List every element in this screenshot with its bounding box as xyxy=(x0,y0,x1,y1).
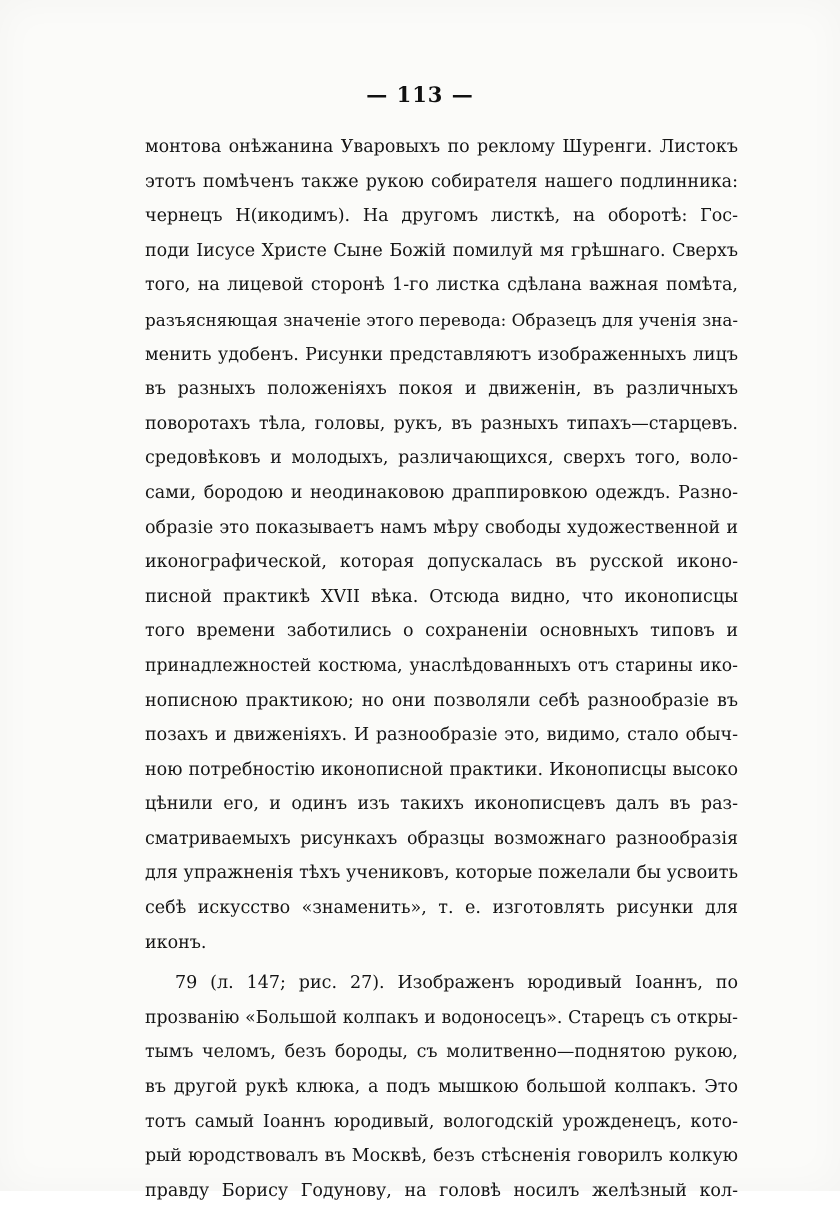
text-line: рый юродствовалъ въ Москвѣ, безъ стѣсненія говорилъ колкую xyxy=(145,1146,738,1167)
text-line: принадлежностей костюма, унаслѣдованныхъ отъ старины ико- xyxy=(145,655,738,676)
text-line: тотъ самый Іоаннъ юродивый, вологодскій урожденецъ, кото- xyxy=(145,1111,738,1132)
text-line: ною потребностію иконописной практики. Иконописцы высоко xyxy=(145,759,738,780)
text-line: разъясняющая значеніе этого перевода: Образецъ для ученія зна- xyxy=(145,309,738,330)
text-line: образіе это показываетъ намъ мѣру свободы художественной и xyxy=(145,517,738,538)
text-line: позахъ и движеніяхъ. И разнообразіе это, видимо, стало обыч- xyxy=(145,725,738,746)
text-line: для упражненія тѣхъ учениковъ, которые пожелали бы усвоить xyxy=(145,863,738,884)
text-line: въ разныхъ положеніяхъ покоя и движенін, въ различныхъ xyxy=(145,379,738,400)
text-line: иконографической, которая допускалась въ русской иконо- xyxy=(145,552,738,573)
text-line: иконъ. xyxy=(145,932,207,953)
text-line: менить удобенъ. Рисунки представляютъ изображенныхъ лицъ xyxy=(145,344,738,365)
text-line: въ другой рукѣ клюка, а подъ мышкою большой колпакъ. Это xyxy=(145,1077,738,1098)
text-line: того, на лицевой сторонѣ 1-го листка сдѣлана важная помѣта, xyxy=(145,275,738,296)
text-line: правду Борису Годунову, на головѣ носилъ желѣзный кол- xyxy=(145,1180,738,1201)
paragraph-2 xyxy=(145,966,738,1208)
text-line: сами, бородою и неодинаковою драппировкою одеждъ. Разно- xyxy=(145,482,738,503)
text-line: писной практикѣ XVII вѣка. Отсюда видно, что иконописцы xyxy=(145,586,738,607)
text-line: тымъ челомъ, безъ бороды, съ молитвенно—поднятою рукою, xyxy=(145,1042,738,1063)
text-line: себѣ искусство «знаменить», т. е. изготовлять рисунки для xyxy=(145,898,738,919)
text-line: сматриваемыхъ рисункахъ образцы возможнаго разнообразія xyxy=(145,828,738,849)
text-line: этотъ помѣченъ также рукою собирателя нашего подлинника: xyxy=(145,171,738,192)
body-text xyxy=(145,130,738,1208)
text-line: поворотахъ тѣла, головы, рукъ, въ разныхъ типахъ—старцевъ. xyxy=(145,413,738,434)
text-line: средовѣковъ и молодыхъ, различающихся, сверхъ того, воло- xyxy=(145,448,738,469)
text-line: 79 (л. 147; рис. 27). Изображенъ юродивый Іоаннъ, по xyxy=(175,973,738,994)
text-line: прозванію «Большой колпакъ и водоносецъ». Старецъ съ откры- xyxy=(145,1007,738,1028)
text-line: чернецъ Н(икодимъ). На другомъ листкѣ, на оборотѣ: Гос- xyxy=(145,206,738,227)
text-line: нописною практикою; но они позволяли себѣ разнообразіе въ xyxy=(145,690,738,711)
text-line: поди Іисусе Христе Сыне Божій помилуй мя грѣшнаго. Сверхъ xyxy=(145,240,738,261)
text-line: монтова онѣжанина Уваровыхъ по реклому Шуренги. Листокъ xyxy=(145,137,738,157)
text-line: того времени заботились о сохраненіи основныхъ типовъ и xyxy=(145,621,738,642)
text-line: цѣнили его, и одинъ изъ такихъ иконописцевъ далъ въ раз- xyxy=(145,794,738,815)
paragraph-1 xyxy=(145,130,738,960)
page-number: — 113 — xyxy=(366,82,474,107)
